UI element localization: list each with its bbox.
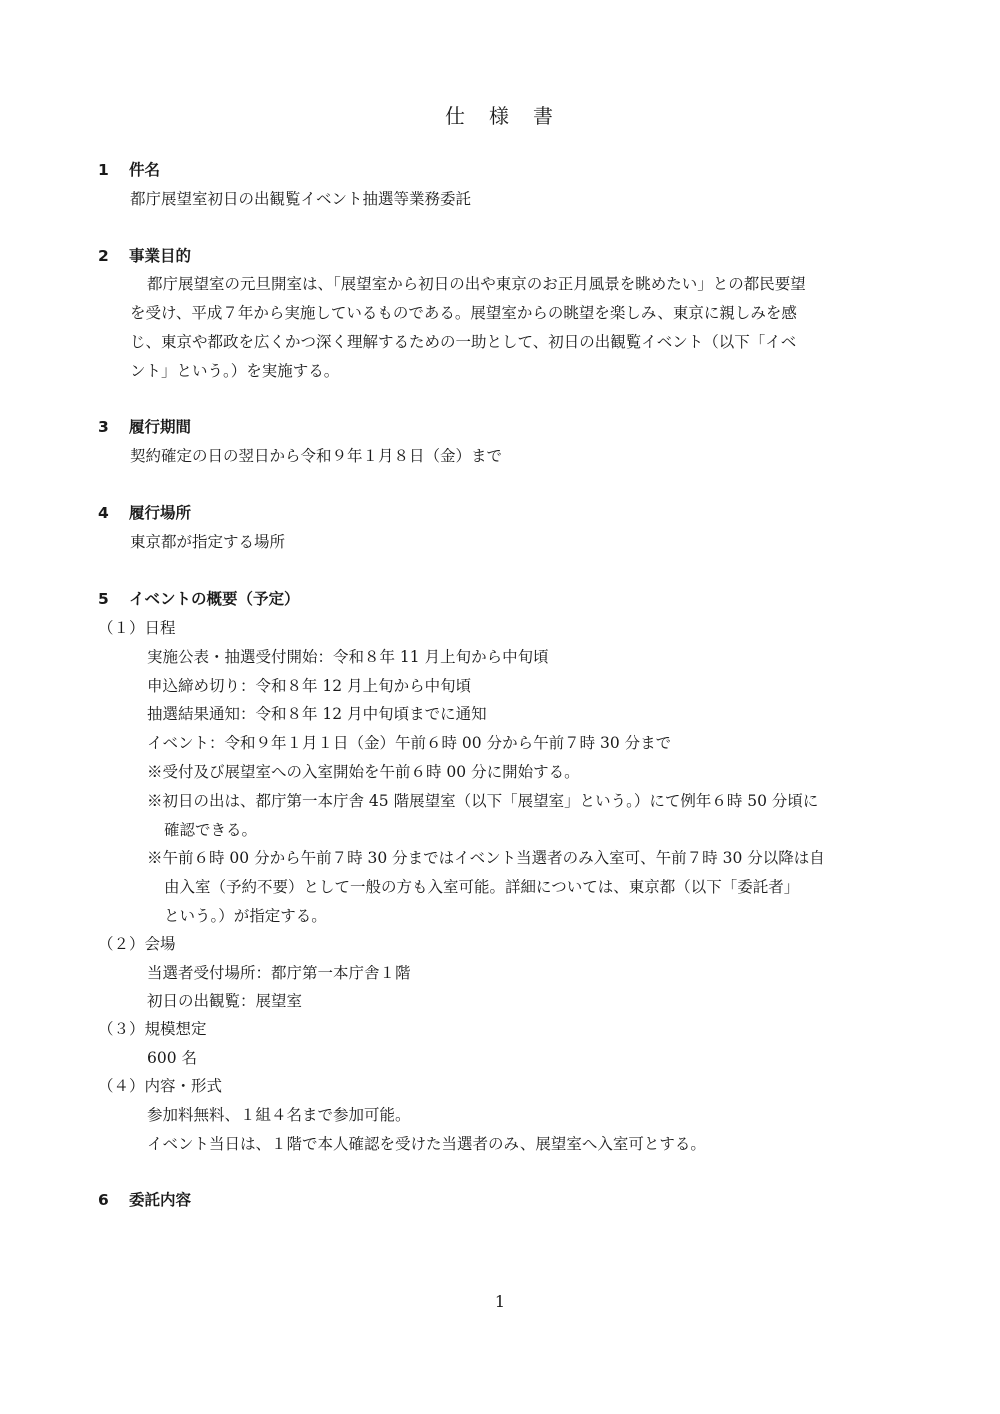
section-title: 委託内容 [129, 1191, 192, 1209]
list-item: 600 名 [147, 1049, 198, 1067]
note-item-continued: 確認できる。 [164, 821, 258, 839]
note-item: ※午前６時 00 分から午前７時 30 分まではイベント当選者のみ入室可、午前７時 30 分以降は自 [147, 849, 825, 867]
section-heading [98, 417, 191, 437]
body-line: ント」という。）を実施する。 [130, 362, 340, 380]
body-line: 東京都が指定する場所 [130, 533, 286, 551]
section-heading [98, 1190, 191, 1210]
list-item: 参加料無料、１組４名まで参加可能。 [147, 1106, 411, 1124]
list-item: 実施公表・抽選受付開始：令和８年 11 月上旬から中旬頃 [147, 648, 549, 666]
list-item: 申込締め切り：令和８年 12 月上旬から中旬頃 [147, 677, 472, 695]
note-item: ※初日の出は、都庁第一本庁舎 45 階展望室（以下「展望室」という。）にて例年６時 50 分頃に [147, 792, 819, 810]
note-item-continued: という。）が指定する。 [164, 907, 327, 925]
subsection-label: （１）日程 [98, 619, 176, 637]
section-number: 6 [98, 1191, 109, 1209]
list-item: 抽選結果通知：令和８年 12 月中旬頃までに通知 [147, 705, 487, 723]
subsection-label: （２）会場 [98, 935, 176, 953]
section-heading [98, 589, 300, 609]
list-item: イベント：令和９年１月１日（金）午前６時 00 分から午前７時 30 分まで [147, 734, 672, 752]
document-title: 仕 様 書 [445, 104, 555, 128]
section-number: 2 [98, 247, 109, 265]
subsection-label: （４）内容・形式 [98, 1077, 223, 1095]
section-number: 3 [98, 418, 109, 436]
section-title: 件名 [129, 161, 161, 179]
section-heading [98, 246, 191, 266]
section-number: 1 [98, 161, 109, 179]
list-item: 当選者受付場所：都庁第一本庁舎１階 [147, 964, 411, 982]
body-line: 都庁展望室の元旦開室は、「展望室から初日の出や東京のお正月風景を眺めたい」との都民要望 [147, 275, 806, 293]
section-heading [98, 503, 191, 523]
list-item: 初日の出観覧：展望室 [147, 992, 303, 1010]
list-item: イベント当日は、１階で本人確認を受けた当選者のみ、展望室へ入室可とする。 [147, 1135, 706, 1153]
section-title: 事業目的 [129, 247, 192, 265]
body-line: 都庁展望室初日の出観覧イベント抽選等業務委託 [130, 190, 472, 208]
subsection-label: （３）規模想定 [98, 1020, 207, 1038]
body-line: 契約確定の日の翌日から令和９年１月８日（金）まで [130, 447, 503, 465]
note-item: ※受付及び展望室への入室開始を午前６時 00 分に開始する。 [147, 763, 580, 781]
body-line: じ、東京や都政を広くかつ深く理解するための一助として、初日の出観覧イベント（以下「イベ [130, 333, 797, 351]
section-number: 5 [98, 590, 109, 608]
body-line: を受け、平成７年から実施しているものである。展望室からの眺望を楽しみ、東京に親しみを感 [130, 304, 797, 322]
section-heading [98, 160, 160, 180]
section-title: イベントの概要（予定） [129, 590, 300, 608]
section-number: 4 [98, 504, 109, 522]
section-title: 履行場所 [129, 504, 192, 522]
page-number: 1 [494, 1292, 506, 1311]
note-item-continued: 由入室（予約不要）として一般の方も入室可能。詳細については、東京都（以下「委託者」 [164, 878, 800, 896]
section-title: 履行期間 [129, 418, 192, 436]
